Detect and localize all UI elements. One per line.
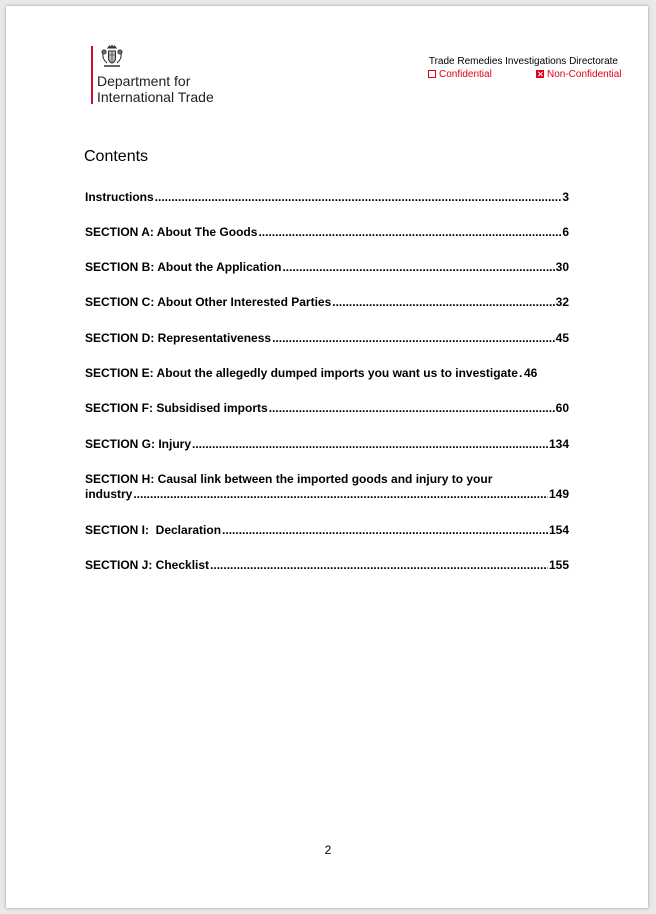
- toc-leader-dots: [272, 331, 555, 346]
- toc-entry-section-d[interactable]: [85, 331, 569, 346]
- toc-entry-label: SECTION A: About The Goods: [85, 225, 258, 239]
- directorate-name: Trade Remedies Investigations Directorate: [428, 56, 618, 67]
- contents-heading: Contents: [84, 148, 149, 165]
- toc-leader-dots: [258, 225, 561, 240]
- toc-entry-label: SECTION I: Declaration: [85, 523, 222, 537]
- toc-entry-label: SECTION E: About the allegedly dumped imports you want us to investigate: [85, 366, 518, 380]
- toc-leader-dots: [155, 190, 562, 205]
- toc-entry-page: 6: [562, 225, 569, 239]
- toc-leader-dots: [192, 437, 548, 452]
- toc-entry-label: Instructions: [85, 190, 154, 204]
- department-name-line2: International Trade: [97, 89, 214, 105]
- toc-entry-label: SECTION D: Representativeness: [85, 331, 272, 345]
- toc-entry-label: SECTION B: About the Application: [85, 260, 282, 274]
- toc-entry-section-h[interactable]: [85, 472, 569, 502]
- toc-entry-page: 30: [555, 260, 569, 274]
- toc-entry-section-a[interactable]: [85, 225, 569, 240]
- logo-red-bar: [91, 46, 93, 104]
- royal-coat-of-arms-icon: [99, 44, 125, 70]
- non-confidential-label: Non-Confidential: [547, 69, 622, 80]
- toc-entry-section-j[interactable]: [85, 558, 569, 573]
- page-number: 2: [324, 843, 332, 857]
- department-name: [97, 73, 214, 105]
- toc-entry-label: SECTION J: Checklist: [85, 558, 210, 572]
- toc-entry-label: industry: [85, 487, 133, 501]
- toc-entry-label-line1: SECTION H: Causal link between the imported goods and injury to your: [85, 472, 493, 486]
- toc-leader-dots: [269, 401, 555, 416]
- document-page: [6, 6, 648, 908]
- toc-entry-page: 60: [555, 401, 569, 415]
- toc-entry-page: 154: [548, 523, 569, 537]
- non-confidential-option[interactable]: [536, 69, 622, 80]
- directorate-header: [429, 56, 618, 67]
- toc-entry-section-i[interactable]: [85, 523, 569, 538]
- toc-entry-section-g[interactable]: [85, 437, 569, 452]
- toc-entry-page: 155: [548, 558, 569, 572]
- toc-entry-page: 3: [562, 190, 569, 204]
- toc-entry-label: SECTION F: Subsidised imports: [85, 401, 268, 415]
- toc-entry-page: 45: [555, 331, 569, 345]
- confidential-option[interactable]: [428, 69, 492, 80]
- toc-leader-dots: [133, 487, 548, 502]
- toc-entry-page: 46: [523, 366, 538, 380]
- toc-entry-label: SECTION C: About Other Interested Parties: [85, 295, 332, 309]
- toc-entry-section-e[interactable]: [85, 366, 569, 381]
- department-name-line1: Department for: [97, 73, 191, 89]
- toc-leader-dots: [332, 295, 554, 310]
- non-confidential-checkbox-icon[interactable]: [536, 70, 544, 78]
- toc-entry-instructions[interactable]: [85, 190, 569, 205]
- toc-leader-dots: [210, 558, 548, 573]
- toc-entry-section-b[interactable]: [85, 260, 569, 275]
- toc-entry-label: SECTION G: Injury: [85, 437, 192, 451]
- toc-leader-dots: [222, 523, 548, 538]
- toc-entry-page: 149: [548, 487, 569, 501]
- confidential-label: Confidential: [439, 69, 492, 80]
- toc-leader-dots: [519, 366, 523, 381]
- toc-entry-section-c[interactable]: [85, 295, 569, 310]
- toc-leader-dots: [282, 260, 554, 275]
- confidential-checkbox-icon[interactable]: [428, 70, 436, 78]
- toc-entry-page: 134: [548, 437, 569, 451]
- toc-entry-section-f[interactable]: [85, 401, 569, 416]
- toc-entry-page: 32: [555, 295, 569, 309]
